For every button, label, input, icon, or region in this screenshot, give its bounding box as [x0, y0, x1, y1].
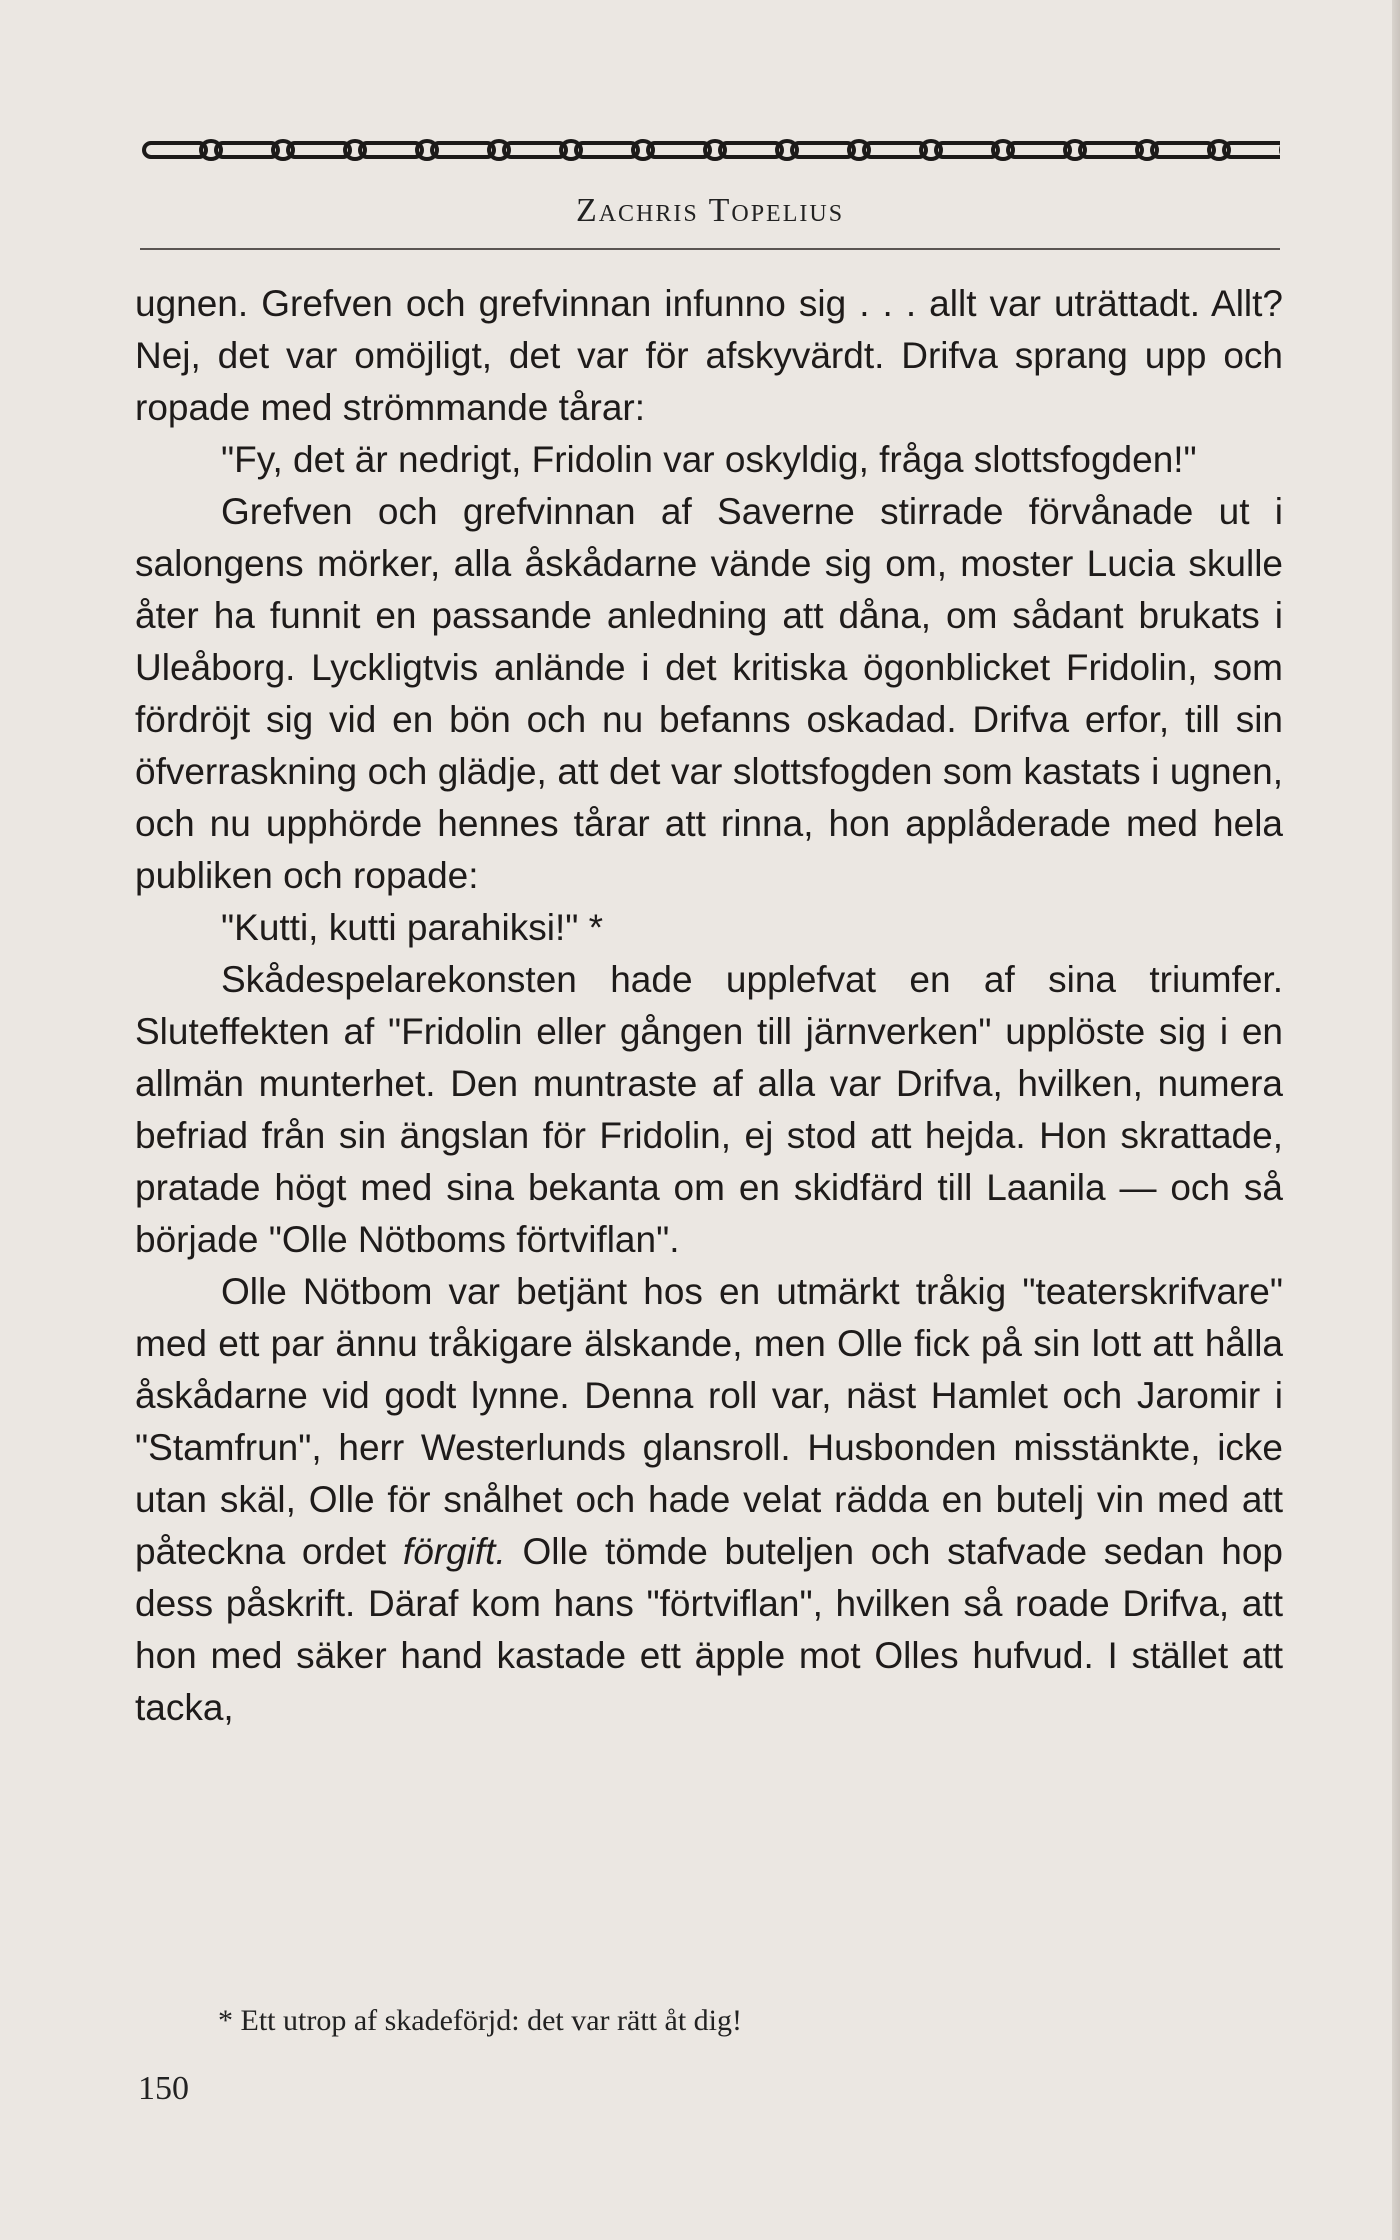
chain-link: [1080, 143, 1142, 157]
chain-link: [936, 143, 998, 157]
paragraph-2: "Fy, det är nedrigt, Fridolin var oskyldig, fråga slottsfogden!": [221, 439, 1197, 480]
chain-link: [576, 143, 638, 157]
chain-link: [216, 143, 278, 157]
paragraph-4: "Kutti, kutti parahiksi!" *: [221, 907, 604, 948]
chain-ornament-border: [140, 136, 1280, 166]
chain-link: [504, 143, 566, 157]
paragraph-3: Grefven och grefvinnan af Saverne stirrade förvånade ut i salongens mörker, alla åskådarne vände sig om, moster Lucia skulle åter ha funnit en passande anledning att dåna, om sådant brukats i Uleåborg. Lyckligtvis anlände i det kritiska ögonblicket Fridolin, som fördröjt sig vid en bön och nu befanns oskadad. Drifva erfor, till sin öfverraskning och glädje, att det var slottsfogden som kastats i ugnen, och nu upphörde hennes tårar att rinna, hon applåderade med hela publiken och ropade:: [135, 491, 1283, 896]
page-edge: [1392, 0, 1400, 2240]
paragraph-6-continuation: Olle tömde buteljen och stafvade sedan hop dess påskrift. Däraf kom hans "förtviflan", hvilken så roade Drifva, att hon med säker hand kastade ett äpple mot Olles hufvud. I stället att tacka,: [135, 1531, 1283, 1728]
chain-link: [1008, 143, 1070, 157]
chain-link: [864, 143, 926, 157]
italic-word: förgift.: [402, 1531, 506, 1572]
paragraph-6-text: Olle Nötbom var betjänt hos en utmärkt tråkig "teaterskrifvare" med ett par ännu tråkigare älskande, men Olle fick på sin lott att hålla åskådarne vid godt lynne. Denna roll var, näst Hamlet och Jaromir i "Stamfrun", herr Westerlunds glansroll. Husbonden misstänkte, icke utan skäl, Olle för snålhet och hade velat rädda en butelj vin med att påteckna ordet: [135, 1271, 1283, 1572]
chain-link: [792, 143, 854, 157]
running-head: Zachris Topelius: [575, 192, 845, 229]
chain-link: [720, 143, 782, 157]
page-number: 150: [138, 2070, 189, 2107]
header-rule: [140, 248, 1280, 250]
chain-link: [432, 143, 494, 157]
chain-link: [1224, 143, 1280, 157]
chain-link: [1152, 143, 1214, 157]
paragraph-6: [135, 1266, 1283, 1734]
chain-link: [144, 143, 206, 157]
paragraph-1: ugnen. Grefven och grefvinnan infunno sig . . . allt var uträttadt. Allt? Nej, det var omöjligt, det var för afskyvärdt. Drifva sprang upp och ropade med strömmande tårar:: [135, 283, 1283, 428]
footnote: * Ett utrop af skadeförjd: det var rätt åt dig!: [218, 2004, 742, 2037]
chain-link: [648, 143, 710, 157]
chain-link: [360, 143, 422, 157]
chain-link: [288, 143, 350, 157]
body-text: [135, 278, 1283, 1734]
paragraph-5: Skådespelarekonsten hade upplefvat en af sina triumfer. Sluteffekten af "Fridolin eller gången till järnverken" upplöste sig i en allmän munterhet. Den muntraste af alla var Drifva, hvilken, numera befriad från sin ängslan för Fridolin, ej stod att hejda. Hon skrattade, pratade högt med sina bekanta om en skidfärd till Laanila — och så började "Olle Nötboms förtviflan".: [135, 959, 1283, 1260]
